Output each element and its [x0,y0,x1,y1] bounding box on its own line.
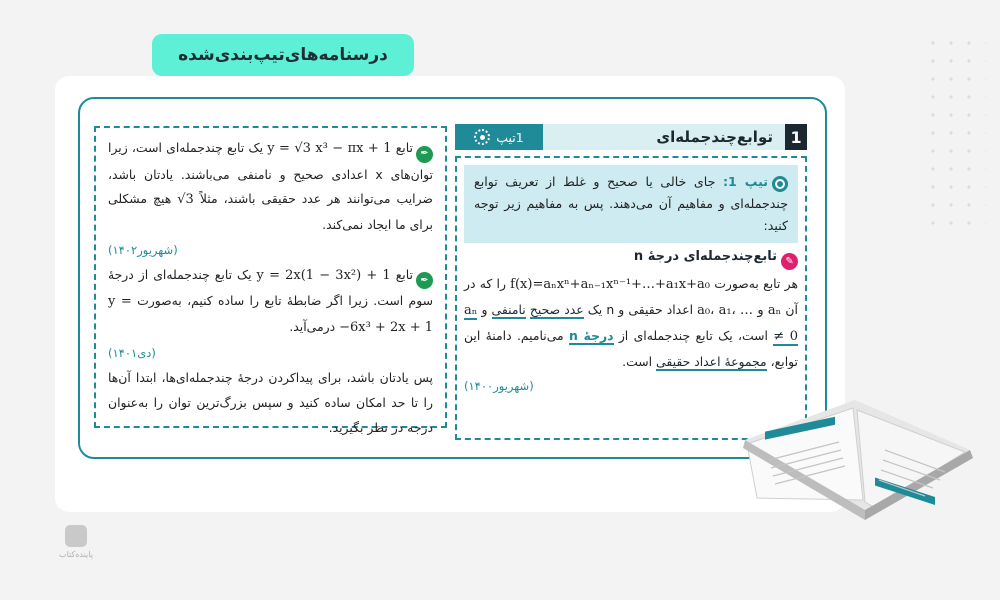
summary-note: پس یادتان باشد، برای پیداکردن درجهٔ چندجمله‌ای‌ها، ابتدا آن‌ها را تا حد امکان ساده کنید و سپس بزرگ‌ترین توان را به‌عنوان درجه در نظر بگیرید. [108,370,433,435]
highlight-nonnegative: نامنفی [491,302,526,318]
ex2-end: درمی‌آید. [289,319,336,335]
def-text-4b: است. [622,354,653,370]
source-label: (شهریور۱۴۰۰) [464,378,534,393]
ex2-formula: y = 2x(1 − 3x²) + 1 [256,267,391,283]
section-number: 1 [785,124,807,150]
logo-text: پاینده‌کتاب [59,550,93,559]
highlight-real-numbers: مجموعهٔ اعداد حقیقی [656,354,767,370]
publisher-logo [56,525,96,559]
decorative-dots [924,34,986,234]
feather-icon: ✒ [416,272,433,289]
definition-text [464,272,798,375]
type-badge [455,124,543,150]
def-intro: هر تابع به‌صورت [714,276,798,292]
definition-subtitle-text: تابع‌چندجمله‌ای درجهٔ n [633,249,777,265]
source-label: (شهریور۱۴۰۲) [108,243,178,258]
tip-text: جای خالی یا صحیح و غلط از تعریف توابع چندجمله‌ای و مفاهیم آن می‌دهند. پس به مفاهیم زیر توجه کنید: [474,174,788,234]
example-2 [108,263,433,366]
type-badge-label: 1تیپ [496,129,524,145]
ex2-formula-simplified: y = −6x³ + 2x + 1 [108,294,433,336]
section-title: توابع‌چندجمله‌ای [656,128,773,146]
ex2-text: یک تابع چندجمله‌ای از درجهٔ سوم است. زیرا اگر ضابطهٔ تابع را ساده کنیم، به‌صورت [108,266,433,309]
pencil-icon: ✎ [781,253,798,270]
ex1-end: هیچ مشکلی برای ما ایجاد نمی‌کند. [108,191,433,233]
examples-column [94,126,447,435]
definition-subtitle [464,249,798,270]
polynomial-formula: f(x)=aₙxⁿ+aₙ₋₁xⁿ⁻¹+…+a₁x+a₀ [510,277,710,293]
logo-icon [65,525,87,547]
page-title: درسنامه‌های‌تیپ‌بندی‌شده [152,34,414,76]
def-text-2c: اعداد حقیقی و n یک [587,302,694,318]
feather-icon: ✒ [416,146,433,163]
highlight-degree: درجهٔ n [569,328,614,344]
tip-label: تیپ 1: [723,174,768,189]
tip-box [464,165,798,243]
ex1-prefix: تابع [395,140,413,155]
leading-coef-condition: aₙ ≠ 0 [464,303,798,345]
def-text-2a: را که در آن [464,276,798,318]
gear-icon [474,129,490,145]
def-text-3a: و [481,302,488,318]
ex2-prefix: تابع [395,266,413,282]
ex1-text: یک تابع چندجمله‌ای است، زیرا توان‌های x اعدادی صحیح و نامنفی می‌باشند. یادتان باشد، ضرایب می‌توانند هر عدد حقیقی باشند، مثلاً [108,140,433,207]
open-book-illustration [735,380,985,550]
highlight-integer: عدد صحیح [529,302,584,318]
gear-icon [772,176,788,192]
section-header [455,124,807,150]
def-text-3b: است، یک تابع چندجمله‌ای از [618,328,768,344]
coefficients: a₀، a₁، … و aₙ [697,303,782,319]
ex1-formula: y = √3 x³ − πx + 1 [267,141,392,156]
def-text-4a: می‌نامیم. دامنهٔ این توابع، [464,328,798,370]
ex1-root: √3 [177,192,194,208]
example-1 [108,136,433,263]
source-label: (دی۱۴۰۱) [108,346,156,361]
